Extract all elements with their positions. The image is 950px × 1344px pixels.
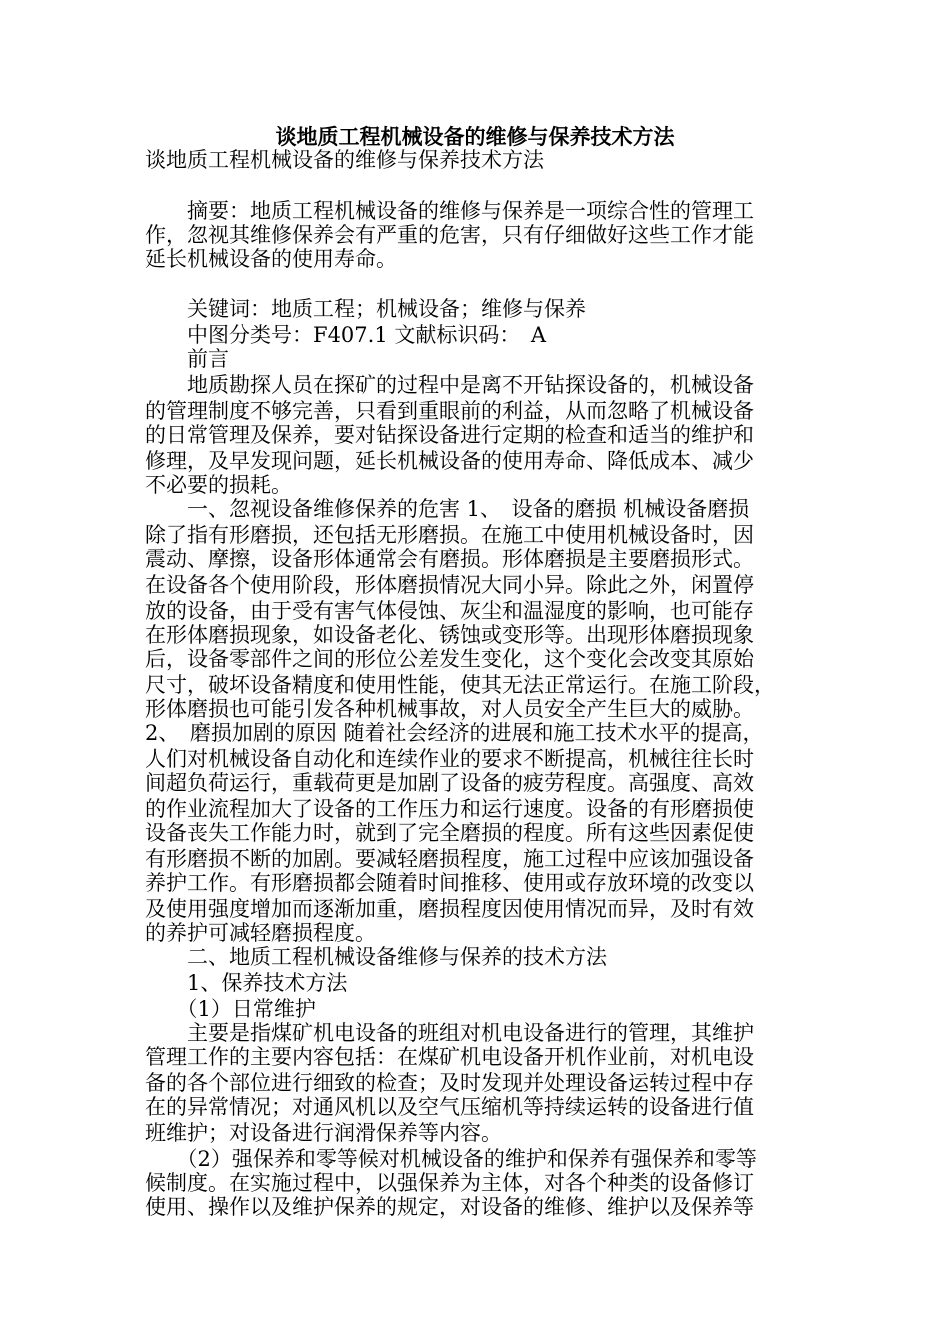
body-text-line: 设备丧失工作能力时，就到了完全磨损的程度。所有这些因素促使 [145, 821, 754, 845]
body-text-line: 的日常管理及保养，要对钻探设备进行定期的检查和适当的维护和 [145, 423, 754, 447]
body-text-line: 及使用强度增加而逐渐加重，磨损程度因使用情况而异，及时有效 [145, 897, 754, 921]
body-text-line: 修理，及早发现问题，延长机械设备的使用寿命、降低成本、减少 [145, 449, 754, 473]
body-text-line: 作，忽视其维修保养会有严重的危害，只有仔细做好这些工作才能 [145, 223, 754, 247]
body-text-line: 备的各个部位进行细致的检查；及时发现并处理设备运转过程中存 [145, 1071, 754, 1095]
body-text-line: 尺寸，破坏设备精度和使用性能，使其无法正常运行。在施工阶段， [145, 673, 775, 697]
body-text-line: 使用、操作以及维护保养的规定，对设备的维修、维护以及保养等 [145, 1195, 754, 1219]
document-title: 谈地质工程机械设备的维修与保养技术方法 [275, 124, 675, 149]
body-text-line: 的作业流程加大了设备的工作压力和运行速度。设备的有形磨损使 [145, 797, 754, 821]
body-text-line: 在形体磨损现象，如设备老化、锈蚀或变形等。出现形体磨损现象 [145, 623, 754, 647]
body-text-line: 后，设备零部件之间的形位公差发生变化，这个变化会改变其原始 [145, 647, 754, 671]
document-subtitle: 谈地质工程机械设备的维修与保养技术方法 [145, 148, 544, 172]
body-text-line: 人们对机械设备自动化和连续作业的要求不断提高，机械往往长时 [145, 747, 754, 771]
body-text-line: 前言 [145, 347, 229, 371]
body-text-line: 震动、摩擦，设备形体通常会有磨损。形体磨损是主要磨损形式。 [145, 547, 754, 571]
body-text-line: （2）强保养和零等候对机械设备的维护和保养有强保养和零等 [145, 1147, 757, 1171]
body-text-line: 的养护可减轻磨损程度。 [145, 921, 376, 945]
body-text-line: 地质勘探人员在探矿的过程中是离不开钻探设备的，机械设备 [145, 373, 754, 397]
body-text-line: 1、保养技术方法 [145, 971, 348, 995]
body-text-line: 有形磨损不断的加剧。要减轻磨损程度，施工过程中应该加强设备 [145, 847, 754, 871]
body-text-line: 二、地质工程机械设备维修与保养的技术方法 [145, 945, 607, 969]
body-text-line: 养护工作。有形磨损都会随着时间推移、使用或存放环境的改变以 [145, 871, 754, 895]
body-text-line: 候制度。在实施过程中，以强保养为主体，对各个种类的设备修订 [145, 1171, 754, 1195]
body-text-line: 2、 磨损加剧的原因 随着社会经济的进展和施工技术水平的提高， [145, 721, 764, 745]
body-text-line: 不必要的损耗。 [145, 473, 292, 497]
body-text-line: 班维护；对设备进行润滑保养等内容。 [145, 1121, 502, 1145]
body-text-line: 中图分类号：F407.1 文献标识码： A [145, 323, 547, 347]
body-text-line: 一、忽视设备维修保养的危害 1、 设备的磨损 机械设备磨损 [145, 497, 750, 521]
body-text-line: 形体磨损也可能引发各种机械事故，对人员安全产生巨大的威胁。 [145, 697, 754, 721]
body-text-line: 关键词：地质工程；机械设备；维修与保养 [145, 297, 586, 321]
body-text-line: 的管理制度不够完善，只看到重眼前的利益，从而忽略了机械设备 [145, 399, 754, 423]
body-text-line: 管理工作的主要内容包括：在煤矿机电设备开机作业前，对机电设 [145, 1045, 754, 1069]
body-text-line: 放的设备，由于受有害气体侵蚀、灰尘和温湿度的影响，也可能存 [145, 599, 754, 623]
body-text-line: 在设备各个使用阶段，形体磨损情况大同小异。除此之外，闲置停 [145, 573, 754, 597]
body-text-line: 摘要：地质工程机械设备的维修与保养是一项综合性的管理工 [145, 199, 754, 223]
body-text-line: 延长机械设备的使用寿命。 [145, 247, 397, 271]
body-text-line: （1）日常维护 [145, 997, 316, 1021]
body-text-line: 间超负荷运行，重载荷更是加剧了设备的疲劳程度。高强度、高效 [145, 771, 754, 795]
body-text-line: 主要是指煤矿机电设备的班组对机电设备进行的管理，其维护 [145, 1021, 754, 1045]
body-text-line: 在的异常情况；对通风机以及空气压缩机等持续运转的设备进行值 [145, 1095, 754, 1119]
body-text-line: 除了指有形磨损，还包括无形磨损。在施工中使用机械设备时，因 [145, 523, 754, 547]
